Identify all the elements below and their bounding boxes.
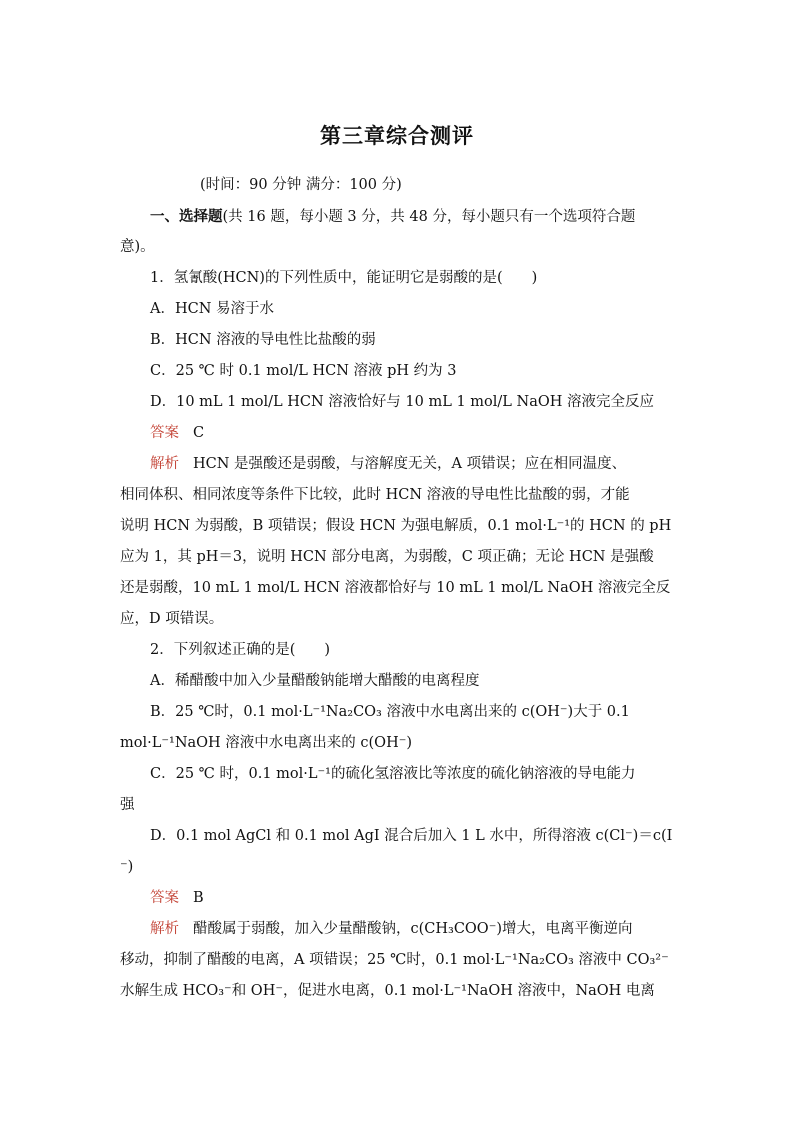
section-heading-line — [120, 201, 676, 232]
question-1-option-a: A．HCN 易溶于水 — [150, 301, 275, 317]
question-1-option-c: C．25 ℃ 时 0.1 mol/L HCN 溶液 pH 约为 3 — [150, 363, 457, 379]
document-body — [120, 170, 676, 1007]
question-2-option-b: B．25 ℃时，0.1 mol·L⁻¹Na₂CO₃ 溶液中水电离出来的 c(OH⁻)大于 0.1 — [150, 704, 630, 720]
question-2-option-d: D．0.1 mol AgCl 和 0.1 mol AgI 混合后加入 1 L 水中，所得溶液 c(Cl⁻)＝c(I — [150, 828, 673, 844]
question-2-answer: B — [193, 890, 204, 906]
section-heading: 一、选择题 — [150, 208, 223, 225]
question-2-option-c: C．25 ℃ 时，0.1 mol·L⁻¹的硫化氢溶液比等浓度的硫化钠溶液的导电能力 — [150, 766, 636, 782]
question-1-analysis-line — [120, 449, 676, 480]
section-description-tail: 意)。 — [120, 239, 155, 255]
question-2-answer-line — [120, 883, 676, 914]
question-1-stem: 1．氢氰酸(HCN)的下列性质中，能证明它是弱酸的是( ) — [150, 270, 538, 286]
question-2-stem: 2．下列叙述正确的是( ) — [150, 642, 331, 658]
question-1-answer: C — [193, 425, 205, 441]
question-2-analysis-line — [120, 914, 676, 945]
question-1-option-d: D．10 mL 1 mol/L HCN 溶液恰好与 10 mL 1 mol/L NaOH 溶液完全反应 — [150, 394, 654, 410]
analysis-text: 说明 HCN 为弱酸，B 项错误；假设 HCN 为强电解质，0.1 mol·L⁻¹的 HCN 的 pH — [120, 518, 672, 534]
answer-label: 答案 — [150, 890, 179, 906]
analysis-text: 还是弱酸，10 mL 1 mol/L HCN 溶液都恰好与 10 mL 1 mol/L NaOH 溶液完全反 — [120, 580, 671, 596]
analysis-text: 应为 1，其 pH＝3，说明 HCN 部分电离，为弱酸，C 项正确；无论 HCN 是强酸 — [120, 549, 654, 565]
analysis-label: 解析 — [150, 921, 179, 937]
question-2-option-c-cont: 强 — [120, 797, 135, 813]
analysis-text: 移动，抑制了醋酸的电离，A 项错误；25 ℃时，0.1 mol·L⁻¹Na₂CO₃ 溶液中 CO₃²⁻ — [120, 952, 669, 968]
answer-label: 答案 — [150, 425, 179, 441]
question-1-answer-line — [120, 418, 676, 449]
analysis-text: 应，D 项错误。 — [120, 611, 224, 627]
question-1-option-b: B．HCN 溶液的导电性比盐酸的弱 — [150, 332, 376, 348]
question-2-option-d-cont: ⁻) — [120, 859, 134, 875]
analysis-text: HCN 是强酸还是弱酸，与溶解度无关，A 项错误；应在相同温度、 — [193, 456, 627, 472]
analysis-text: 醋酸属于弱酸，加入少量醋酸钠，c(CH₃COO⁻)增大，电离平衡逆向 — [193, 921, 633, 937]
exam-meta: (时间：90 分钟 满分：100 分) — [200, 177, 402, 193]
section-description: (共 16 题，每小题 3 分，共 48 分，每小题只有一个选项符合题 — [222, 209, 636, 225]
page-title: 第三章综合测评 — [320, 123, 474, 148]
question-2-option-a: A．稀醋酸中加入少量醋酸钠能增大醋酸的电离程度 — [150, 673, 480, 689]
question-2-option-b-cont: mol·L⁻¹NaOH 溶液中水电离出来的 c(OH⁻) — [120, 735, 413, 751]
analysis-text: 水解生成 HCO₃⁻和 OH⁻，促进水电离，0.1 mol·L⁻¹NaOH 溶液中，NaOH 电离 — [120, 983, 655, 999]
analysis-label: 解析 — [150, 456, 179, 472]
analysis-text: 相同体积、相同浓度等条件下比较，此时 HCN 溶液的导电性比盐酸的弱，才能 — [120, 487, 630, 503]
